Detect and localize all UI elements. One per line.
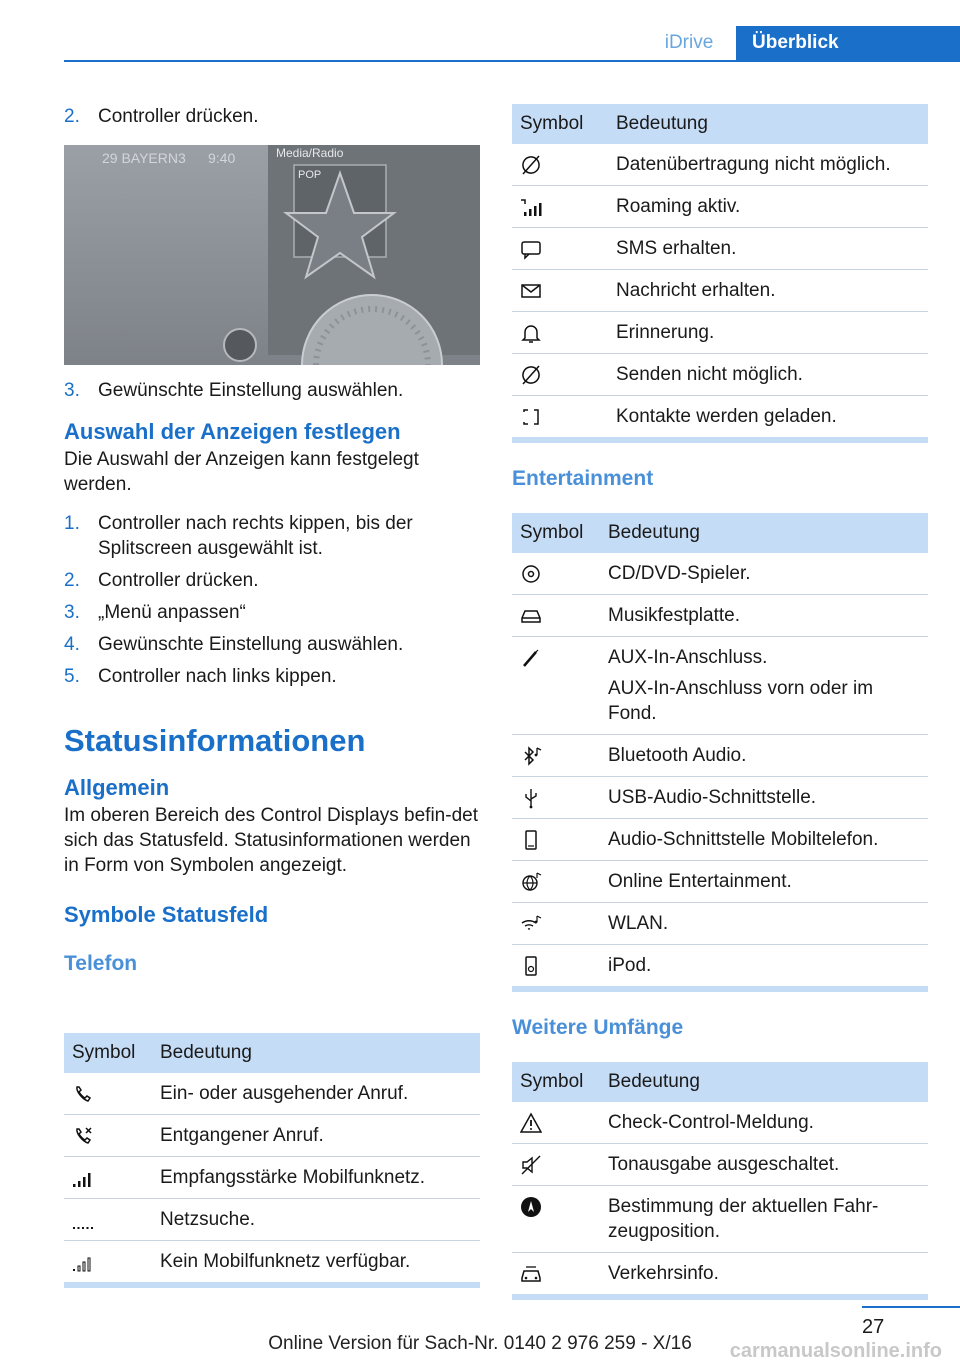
col-symbol: Symbol: [512, 104, 608, 144]
warning-icon: [520, 1112, 542, 1134]
table-row: [512, 819, 928, 861]
row-text: Entgangener Anruf.: [152, 1115, 480, 1157]
col-bedeutung: Bedeutung: [600, 1062, 928, 1102]
table-row: [512, 553, 928, 595]
table-row: [512, 1253, 928, 1295]
online-entertainment-icon: [520, 871, 542, 893]
footer-text: Online Version für Sach-Nr. 0140 2 976 259 - X/16: [268, 1333, 692, 1354]
row-text: Datenübertragung nicht möglich.: [608, 144, 928, 186]
table-row: [64, 1241, 480, 1283]
step-number: 2.: [64, 570, 80, 591]
row-text: Netzsuche.: [152, 1199, 480, 1241]
no-data-transfer-icon: [520, 154, 542, 176]
bluetooth-audio-icon: [520, 745, 542, 767]
paragraph-auswahl: Die Auswahl der Anzeigen kann festgelegt werden.: [64, 449, 419, 495]
send-failed-icon: [520, 364, 542, 386]
table-row: [512, 595, 928, 637]
table-row: [512, 735, 928, 777]
aux-icon: [520, 647, 542, 669]
heading-allgemein: Allgemein: [64, 775, 170, 800]
step-text: Controller drücken.: [98, 570, 259, 591]
step-text: Controller nach rechts kippen, bis der Splitscreen ausgewählt ist.: [98, 513, 413, 559]
screenshot-menu: Media/Radio: [276, 146, 344, 160]
step-number: 3.: [64, 602, 80, 623]
mobile-phone-icon: [520, 829, 542, 851]
col-bedeutung: Bedeutung: [608, 104, 928, 144]
header-rule: [64, 60, 960, 62]
heading-entertainment: Entertainment: [512, 467, 654, 490]
table-row: [512, 861, 928, 903]
header-tab-idrive[interactable]: iDrive: [664, 32, 714, 53]
signal-strength-icon: [72, 1167, 94, 1189]
heading-telefon: Telefon: [64, 952, 138, 975]
screenshot-time: 9:40: [208, 150, 236, 166]
table-end-bar: [64, 1282, 480, 1288]
message-icon: [520, 280, 542, 302]
table-row: [512, 945, 928, 987]
harddisk-icon: [520, 605, 542, 627]
table-row: [512, 903, 928, 945]
table-row: [512, 354, 928, 396]
bell-icon: [520, 322, 542, 344]
header-tab-ueberblick[interactable]: Überblick: [736, 26, 960, 60]
table-entertainment: [512, 513, 928, 986]
screenshot-genre: POP: [298, 169, 322, 181]
table-row: [512, 270, 928, 312]
row-text: Musikfestplatte.: [600, 595, 928, 637]
no-network-icon: [72, 1251, 94, 1273]
row-text: Bestimmung der aktuellen Fahr-zeugposition.: [600, 1186, 928, 1253]
page-number: 27: [862, 1316, 885, 1338]
table-telefon: [64, 1033, 480, 1288]
step-number: 5.: [64, 666, 80, 687]
heading-weitere-umfaenge: Weitere Umfänge: [512, 1016, 684, 1039]
row-text: AUX-In-Anschluss.: [608, 647, 768, 668]
row-text: Kein Mobilfunknetz verfügbar.: [160, 1251, 411, 1272]
footer-rule: [862, 1306, 960, 1308]
paragraph-allgemein: Im oberen Bereich des Control Displays befin-det sich das Statusfeld. Statusinformationen werden in Form von Symbolen angezeigt.: [64, 805, 478, 876]
row-text: Check-Control-Meldung.: [600, 1102, 928, 1144]
row-text: iPod.: [608, 955, 652, 976]
table-row: [512, 777, 928, 819]
table-row: [512, 1186, 928, 1253]
table-row: [512, 1102, 928, 1144]
row-text: Bluetooth Audio.: [600, 735, 928, 777]
table-end-bar: [512, 1294, 928, 1300]
heading-auswahl: Auswahl der Anzeigen festlegen: [64, 419, 401, 444]
step-text: Controller nach links kippen.: [98, 666, 337, 687]
wlan-icon: [520, 913, 542, 935]
table-row: [64, 1073, 480, 1115]
row-text: Erinnerung.: [608, 312, 928, 354]
row-text: USB-Audio-Schnittstelle.: [600, 777, 928, 819]
control-display-screenshot: [64, 145, 480, 365]
col-symbol: Symbol: [512, 513, 600, 553]
row-text: Online Entertainment.: [600, 861, 928, 903]
table-row: [512, 228, 928, 270]
row-text: Nachricht erhalten.: [608, 270, 928, 312]
table-row: [512, 396, 928, 438]
heading-symbole-statusfeld: Symbole Statusfeld: [64, 902, 269, 927]
table-end-bar: [512, 986, 928, 992]
step-text: Gewünschte Einstellung auswählen.: [98, 634, 404, 655]
row-text: Verkehrsinfo.: [608, 1263, 719, 1284]
network-search-icon: [72, 1209, 94, 1231]
col-symbol: Symbol: [512, 1062, 600, 1102]
table-row: [64, 1157, 480, 1199]
watermark: carmanualsonline.info: [729, 1340, 942, 1362]
step-number: 4.: [64, 634, 80, 655]
table-weitere: [512, 1062, 928, 1294]
ipod-icon: [520, 955, 542, 977]
missed-call-icon: [72, 1125, 94, 1147]
row-text: Empfangsstärke Mobilfunknetz.: [152, 1157, 480, 1199]
left-column-main: [64, 378, 480, 976]
row-text: Audio-Schnittstelle Mobiltelefon.: [600, 819, 928, 861]
table-end-bar: [512, 437, 928, 443]
table-telefon-continued: [512, 104, 928, 1300]
col-bedeutung: Bedeutung: [600, 513, 928, 553]
table-row: [64, 1115, 480, 1157]
table-row: [512, 312, 928, 354]
step-text: Gewünschte Einstellung auswählen.: [98, 380, 404, 401]
row-text: Senden nicht möglich.: [608, 354, 928, 396]
screenshot-station: 29 BAYERN3: [102, 150, 186, 166]
table-row: [64, 1199, 480, 1241]
position-icon: [520, 1196, 542, 1218]
table-row: [512, 637, 928, 735]
usb-icon: [520, 787, 542, 809]
table-row: [512, 186, 928, 228]
row-text: SMS erhalten.: [608, 228, 928, 270]
heading-statusinformationen: Statusinformationen: [64, 723, 366, 758]
step-text: Controller drücken.: [98, 106, 259, 127]
row-text: Ein- oder ausgehender Anruf.: [152, 1073, 480, 1115]
left-column-top: [64, 104, 480, 136]
sms-icon: [520, 238, 542, 260]
step-number: 3.: [64, 380, 80, 401]
step-text: „Menü anpassen“: [98, 602, 246, 623]
phone-icon: [72, 1083, 94, 1105]
step-number: 1.: [64, 513, 80, 534]
table-row: [512, 144, 928, 186]
cd-icon: [520, 563, 542, 585]
row-text: Kontakte werden geladen.: [616, 406, 837, 427]
table-row: [512, 1144, 928, 1186]
steps-list: [64, 511, 480, 689]
roaming-icon: [520, 196, 542, 218]
col-symbol: Symbol: [64, 1033, 152, 1073]
contacts-loading-icon: [520, 406, 542, 428]
mute-icon: [520, 1154, 542, 1176]
row-subtext: AUX-In-Anschluss vorn oder im Fond.: [608, 678, 874, 724]
row-text: CD/DVD-Spieler.: [600, 553, 928, 595]
row-text: Roaming aktiv.: [608, 186, 928, 228]
col-bedeutung: Bedeutung: [152, 1033, 480, 1073]
row-text: Tonausgabe ausgeschaltet.: [600, 1144, 928, 1186]
row-text: WLAN.: [600, 903, 928, 945]
step-number: 2.: [64, 106, 80, 127]
traffic-info-icon: [520, 1263, 542, 1285]
